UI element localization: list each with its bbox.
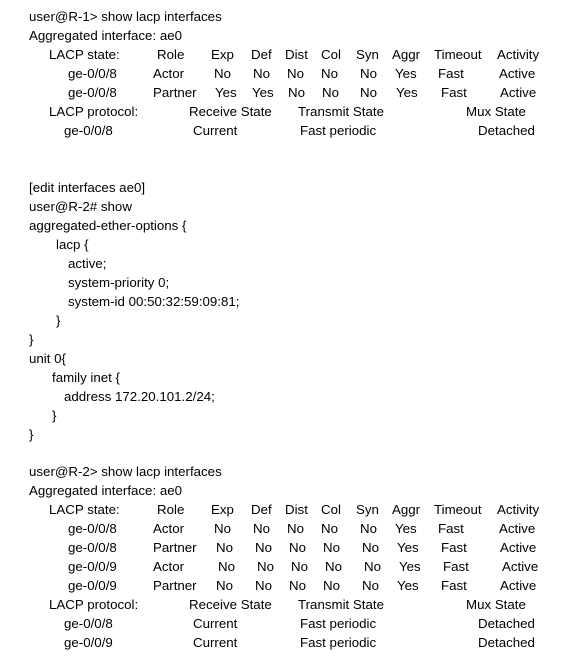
transmit-state-value: Fast periodic: [300, 123, 377, 138]
aggr-value: Yes: [397, 540, 419, 555]
col-value: No: [321, 521, 338, 536]
header-activity: Activity: [497, 502, 540, 517]
r2-aggregated-interface: Aggregated interface: ae0: [29, 483, 183, 498]
aggr-value: Yes: [397, 578, 419, 593]
def-value: No: [253, 521, 270, 536]
syn-value: No: [364, 559, 381, 574]
exp-value: No: [216, 578, 233, 593]
dist-value: No: [288, 85, 305, 100]
config-line: }: [29, 427, 34, 442]
activity-value: Active: [500, 540, 537, 555]
receive-state-value: Current: [193, 635, 238, 650]
col-value: No: [321, 66, 338, 81]
role-value: Actor: [153, 66, 185, 81]
col-value: No: [325, 559, 342, 574]
header-dist: Dist: [285, 502, 308, 517]
mux-state-value: Detached: [478, 616, 535, 631]
receive-state-value: Current: [193, 616, 238, 631]
def-value: No: [253, 66, 270, 81]
col-value: No: [322, 85, 339, 100]
dist-value: No: [289, 578, 306, 593]
timeout-value: Fast: [438, 521, 464, 536]
timeout-value: Fast: [441, 85, 467, 100]
role-value: Actor: [153, 521, 185, 536]
transmit-state-value: Fast periodic: [300, 635, 377, 650]
header-mux-state: Mux State: [466, 597, 526, 612]
mux-state-value: Detached: [478, 635, 535, 650]
activity-value: Active: [500, 85, 537, 100]
header-transmit-state: Transmit State: [298, 597, 384, 612]
header-exp: Exp: [211, 502, 234, 517]
interface-name: ge-0/0/8: [68, 66, 117, 81]
syn-value: No: [362, 540, 379, 555]
def-value: Yes: [252, 85, 274, 100]
aggr-value: Yes: [396, 85, 418, 100]
header-role: Role: [157, 47, 185, 62]
config-line: lacp {: [56, 237, 89, 252]
interface-name: ge-0/0/9: [68, 578, 117, 593]
col-value: No: [323, 578, 340, 593]
timeout-value: Fast: [443, 559, 469, 574]
aggr-value: Yes: [395, 521, 417, 536]
mux-state-value: Detached: [478, 123, 535, 138]
header-timeout: Timeout: [434, 502, 482, 517]
dist-value: No: [287, 66, 304, 81]
dist-value: No: [291, 559, 308, 574]
header-aggr: Aggr: [392, 47, 421, 62]
interface-name: ge-0/0/8: [68, 540, 117, 555]
config-line: system-priority 0;: [68, 275, 170, 290]
syn-value: No: [362, 578, 379, 593]
header-def: Def: [251, 47, 272, 62]
config-line: aggregated-ether-options {: [29, 218, 187, 233]
header-lacp-state: LACP state:: [49, 502, 120, 517]
aggr-value: Yes: [395, 66, 417, 81]
timeout-value: Fast: [438, 66, 464, 81]
role-value: Partner: [153, 540, 197, 555]
receive-state-value: Current: [193, 123, 238, 138]
role-value: Actor: [153, 559, 185, 574]
exp-value: Yes: [215, 85, 237, 100]
config-line: address 172.20.101.2/24;: [64, 389, 215, 404]
r1-command: user@R-1> show lacp interfaces: [29, 9, 222, 24]
dist-value: No: [287, 521, 304, 536]
interface-name: ge-0/0/8: [64, 123, 113, 138]
r1-aggregated-interface: Aggregated interface: ae0: [29, 28, 183, 43]
config-line: [edit interfaces ae0]: [29, 180, 146, 195]
transmit-state-value: Fast periodic: [300, 616, 377, 631]
exp-value: No: [214, 521, 231, 536]
config-line: unit 0{: [29, 351, 66, 366]
def-value: No: [255, 578, 272, 593]
exp-value: No: [218, 559, 235, 574]
config-line: }: [29, 332, 34, 347]
header-aggr: Aggr: [392, 502, 421, 517]
dist-value: No: [289, 540, 306, 555]
header-timeout: Timeout: [434, 47, 482, 62]
interface-name: ge-0/0/8: [64, 616, 113, 631]
config-line: }: [52, 408, 57, 423]
role-value: Partner: [153, 85, 197, 100]
role-value: Partner: [153, 578, 197, 593]
timeout-value: Fast: [441, 540, 467, 555]
header-activity: Activity: [497, 47, 540, 62]
config-line: user@R-2# show: [29, 199, 132, 214]
header-syn: Syn: [356, 47, 379, 62]
header-syn: Syn: [356, 502, 379, 517]
header-role: Role: [157, 502, 185, 517]
activity-value: Active: [499, 66, 536, 81]
config-line: }: [56, 313, 61, 328]
header-exp: Exp: [211, 47, 234, 62]
aggr-value: Yes: [399, 559, 421, 574]
exp-value: No: [214, 66, 231, 81]
header-receive-state: Receive State: [189, 104, 272, 119]
header-mux-state: Mux State: [466, 104, 526, 119]
header-col: Col: [321, 47, 341, 62]
header-dist: Dist: [285, 47, 308, 62]
activity-value: Active: [499, 521, 536, 536]
col-value: No: [323, 540, 340, 555]
interface-name: ge-0/0/9: [64, 635, 113, 650]
header-transmit-state: Transmit State: [298, 104, 384, 119]
interface-name: ge-0/0/9: [68, 559, 117, 574]
config-line: active;: [68, 256, 107, 271]
header-lacp-protocol: LACP protocol:: [49, 597, 139, 612]
interface-name: ge-0/0/8: [68, 85, 117, 100]
header-def: Def: [251, 502, 272, 517]
syn-value: No: [360, 521, 377, 536]
r2-command: user@R-2> show lacp interfaces: [29, 464, 222, 479]
activity-value: Active: [500, 578, 537, 593]
interface-name: ge-0/0/8: [68, 521, 117, 536]
header-lacp-protocol: LACP protocol:: [49, 104, 139, 119]
timeout-value: Fast: [441, 578, 467, 593]
def-value: No: [255, 540, 272, 555]
syn-value: No: [360, 85, 377, 100]
config-line: family inet {: [52, 370, 120, 385]
syn-value: No: [360, 66, 377, 81]
header-lacp-state: LACP state:: [49, 47, 120, 62]
activity-value: Active: [502, 559, 539, 574]
header-receive-state: Receive State: [189, 597, 272, 612]
def-value: No: [257, 559, 274, 574]
config-line: system-id 00:50:32:59:09:81;: [68, 294, 240, 309]
exp-value: No: [216, 540, 233, 555]
header-col: Col: [321, 502, 341, 517]
